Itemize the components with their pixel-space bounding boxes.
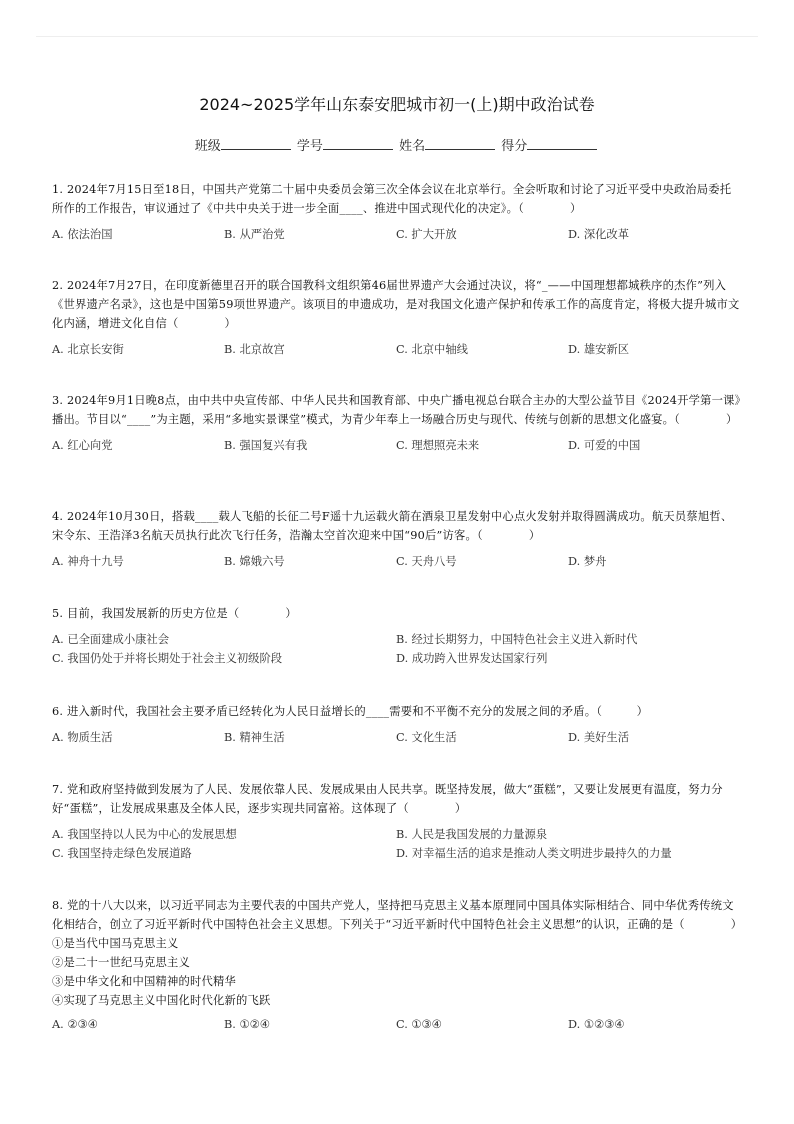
option-c[interactable]: C. 理想照亮未来 — [396, 439, 480, 452]
option-c[interactable]: C. 文化生活 — [396, 731, 457, 744]
option-b[interactable]: B. 嫦娥六号 — [224, 555, 285, 568]
option-a[interactable]: A. 北京长安街 — [52, 343, 124, 356]
option-c[interactable]: C. 北京中轴线 — [396, 343, 468, 356]
option-d[interactable]: D. ①②③④ — [568, 1018, 625, 1031]
number-blank[interactable] — [323, 137, 393, 150]
question-4 — [52, 507, 742, 575]
option-a[interactable]: A. 红心向党 — [52, 439, 113, 452]
question-8 — [52, 896, 742, 1040]
question-stem: 7. 党和政府坚持做到发展为了人民、发展依靠人民、发展成果由人民共享。既坚持发展，做大“蛋糕”，又要让发展更有温度，努力分好“蛋糕”，让发展成果惠及全体人民，逐步实现共同富裕。这体现了（ ） — [52, 783, 723, 815]
option-b[interactable]: B. 强国复兴有我 — [224, 439, 308, 452]
options — [52, 341, 742, 363]
name-label: 姓名 — [399, 139, 426, 154]
question-1 — [52, 180, 742, 248]
score-blank[interactable] — [527, 137, 597, 150]
option-a[interactable]: A. 依法治国 — [52, 228, 113, 241]
option-a[interactable]: A. ②③④ — [52, 1018, 98, 1031]
page-top-rule — [36, 36, 758, 37]
class-blank[interactable] — [221, 137, 291, 150]
options — [52, 437, 742, 459]
option-d[interactable]: D. 美好生活 — [568, 731, 630, 744]
question-stem: 6. 进入新时代，我国社会主要矛盾已经转化为人民日益增长的____需要和不平衡不充分的发展之间的矛盾。（ ） — [52, 705, 649, 718]
option-c[interactable]: C. 我国仍处于并将长期处于社会主义初级阶段 — [52, 652, 283, 665]
statement-1: ①是当代中国马克思主义 — [52, 937, 179, 950]
option-d[interactable]: D. 深化改革 — [568, 228, 630, 241]
question-7 — [52, 780, 742, 866]
option-d[interactable]: D. 可爱的中国 — [568, 439, 641, 452]
number-label: 学号 — [296, 139, 323, 154]
options — [52, 826, 742, 866]
question-stem: 3. 2024年9月1日晚8点，由中共中央宣传部、中华人民共和国教育部、中央广播电视总台联合主办的大型公益节目《2024开学第一课》播出。节目以“____”为主题，采用“多地实景课堂”模式，为青少年奉上一场融合历史与现代、传统与创新的思想文化盛宴。（ ） — [52, 394, 741, 426]
option-d[interactable]: D. 成功跨入世界发达国家行列 — [396, 652, 548, 665]
question-5 — [52, 604, 742, 671]
question-stem: 4. 2024年10月30日，搭载____载人飞船的长征二号F遥十九运载火箭在酒泉卫星发射中心点火发射并取得圆满成功。航天员蔡旭哲、宋令东、王浩泽3名航天员执行此次飞行任务，浩瀚太空首次迎来中国“90后”访客。（ ） — [52, 510, 733, 542]
statement-2: ②是二十一世纪马克思主义 — [52, 956, 190, 969]
class-label: 班级 — [194, 139, 221, 154]
option-b[interactable]: B. 北京故宫 — [224, 343, 285, 356]
option-a[interactable]: A. 物质生活 — [52, 731, 113, 744]
option-b[interactable]: B. 从严治党 — [224, 228, 285, 241]
option-b[interactable]: B. ①②④ — [224, 1018, 270, 1031]
option-b[interactable]: B. 经过长期努力，中国特色社会主义进入新时代 — [396, 633, 638, 646]
option-b[interactable]: B. 精神生活 — [224, 731, 285, 744]
option-a[interactable]: A. 已全面建成小康社会 — [52, 633, 170, 646]
options — [52, 729, 742, 751]
question-stem: 1. 2024年7月15日至18日，中国共产党第二十届中央委员会第三次全体会议在北京举行。全会听取和讨论了习近平受中央政治局委托所作的工作报告，审议通过了《中共中央关于进一步全面____、推进中国式现代化的决定》。（ ） — [52, 183, 732, 215]
options — [52, 631, 742, 671]
options — [52, 553, 742, 575]
option-c[interactable]: C. 我国坚持走绿色发展道路 — [52, 847, 192, 860]
option-c[interactable]: C. 天舟八号 — [396, 555, 457, 568]
question-6 — [52, 702, 742, 751]
question-3 — [52, 391, 742, 459]
student-info-line — [0, 135, 794, 154]
name-blank[interactable] — [425, 137, 495, 150]
question-stem: 2. 2024年7月27日，在印度新德里召开的联合国教科文组织第46届世界遗产大会通过决议，将“_——中国理想都城秩序的杰作”列入《世界遗产名录》，这也是中国第59项世界遗产。该项目的申遗成功，是对我国文化遗产保护和传承工作的高度肯定，将极大提升城市文化内涵，增进文化自信（ ） — [52, 279, 740, 330]
score-label: 得分 — [501, 139, 528, 154]
page-title: 2024~2025学年山东泰安肥城市初一(上)期中政治试卷 — [199, 95, 595, 114]
option-b[interactable]: B. 人民是我国发展的力量源泉 — [396, 828, 548, 841]
option-c[interactable]: C. ①③④ — [396, 1018, 442, 1031]
option-d[interactable]: D. 梦舟 — [568, 555, 607, 568]
question-stem-text: 8. 党的十八大以来，以习近平同志为主要代表的中国共产党人，坚持把马克思主义基本原理同中国具体实际相结合、同中华优秀传统文化相结合，创立了习近平新时代中国特色社会主义思想。下列关于“习近平新时代中国特色社会主义思想”的认识，正确的是（ ） — [52, 899, 743, 931]
statement-4: ④实现了马克思主义中国化时代化新的飞跃 — [52, 994, 271, 1007]
option-a[interactable]: A. 神舟十九号 — [52, 555, 124, 568]
question-2 — [52, 276, 742, 363]
question-stem — [52, 896, 742, 1010]
option-d[interactable]: D. 对幸福生活的追求是推动人类文明进步最持久的力量 — [396, 847, 672, 860]
options — [52, 1018, 742, 1040]
option-c[interactable]: C. 扩大开放 — [396, 228, 457, 241]
question-stem: 5. 目前，我国发展新的历史方位是（ ） — [52, 607, 297, 620]
option-d[interactable]: D. 雄安新区 — [568, 343, 630, 356]
option-a[interactable]: A. 我国坚持以人民为中心的发展思想 — [52, 828, 237, 841]
statement-3: ③是中华文化和中国精神的时代精华 — [52, 975, 236, 988]
options — [52, 226, 742, 248]
